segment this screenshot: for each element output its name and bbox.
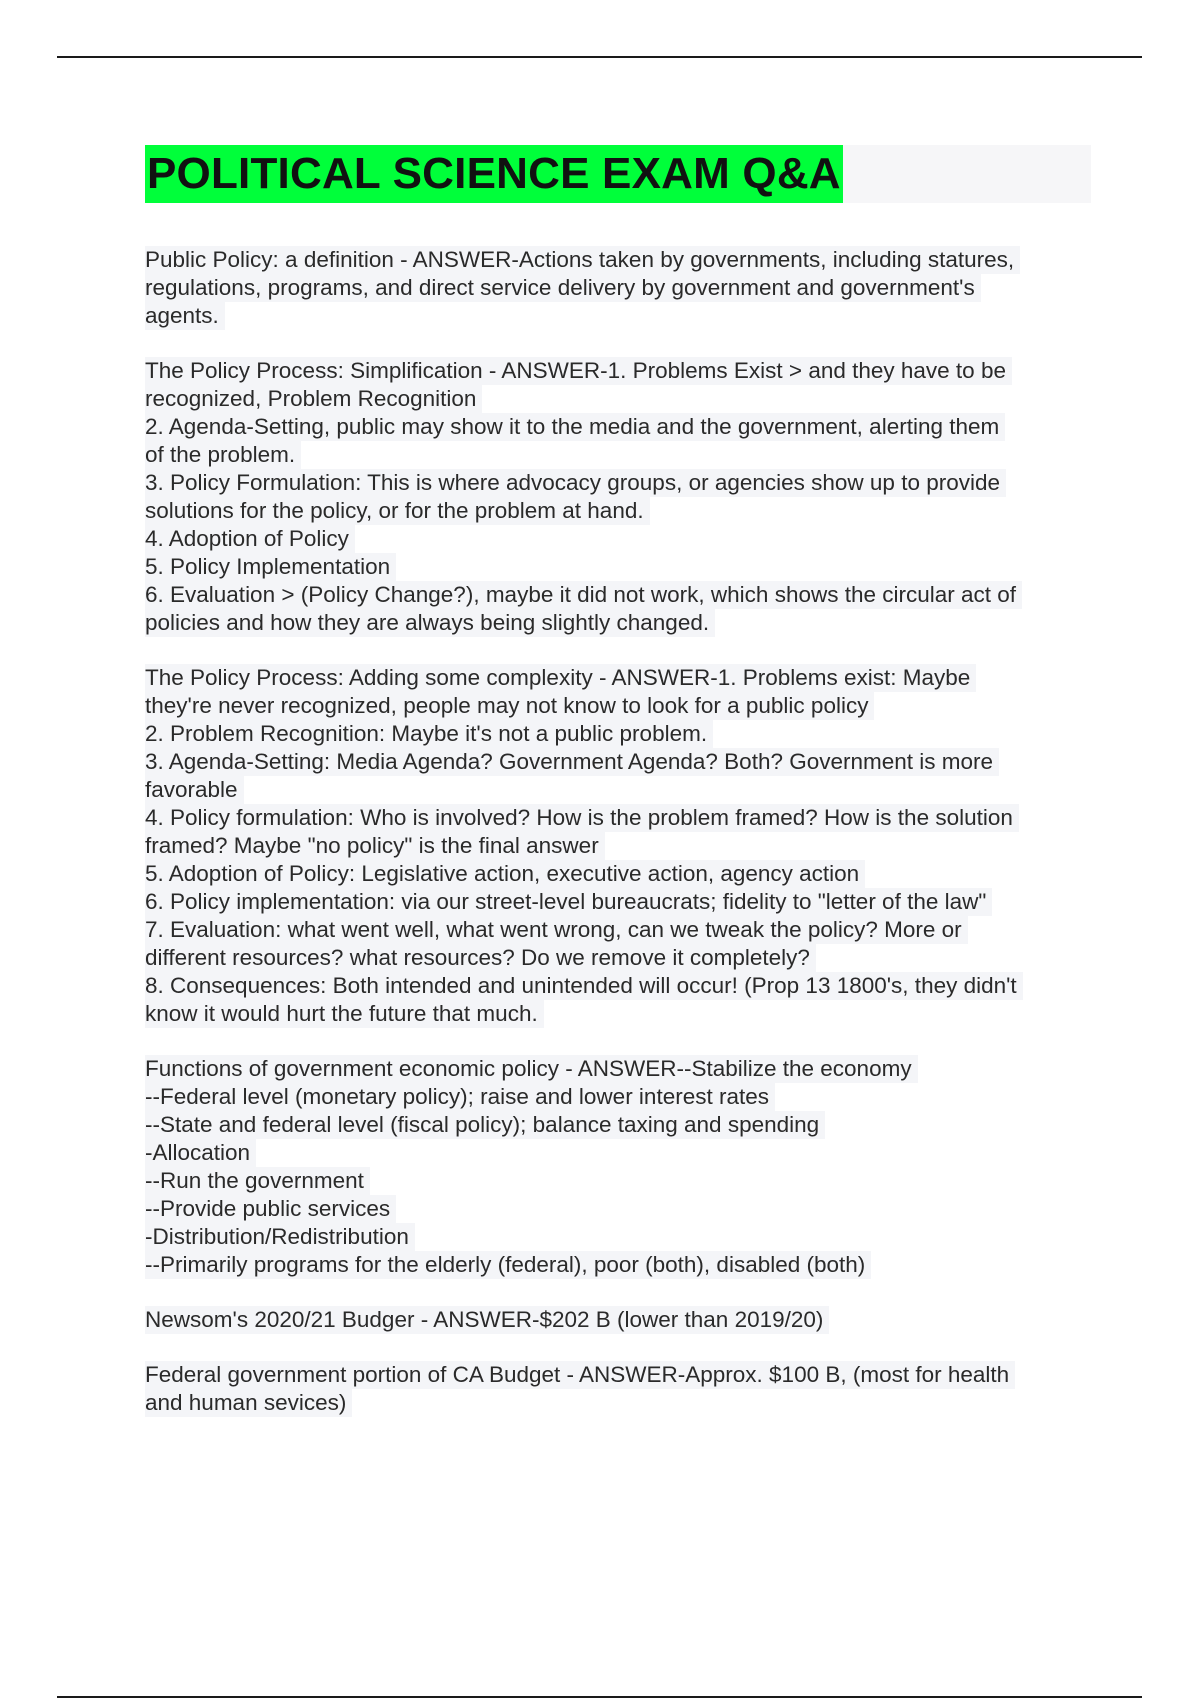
text-line: Functions of government economic policy - ANSWER--Stabilize the economy [145, 1055, 918, 1083]
title-row [145, 145, 1091, 203]
text-line: Federal government portion of CA Budget - ANSWER-Approx. $100 B, (most for health [145, 1361, 1015, 1389]
qa-entry-economic-policy-functions [145, 1055, 1095, 1279]
text-line: --State and federal level (fiscal policy); balance taxing and spending [145, 1111, 825, 1139]
text-line: Newsom's 2020/21 Budger - ANSWER-$202 B (lower than 2019/20) [145, 1306, 829, 1334]
text-line: 5. Adoption of Policy: Legislative action, executive action, agency action [145, 860, 865, 888]
document-body [145, 246, 1095, 1444]
qa-entry-policy-process-complexity [145, 664, 1095, 1028]
text-line: The Policy Process: Simplification - ANSWER-1. Problems Exist > and they have to be [145, 357, 1012, 385]
text-line: agents. [145, 302, 225, 330]
text-line: solutions for the policy, or for the problem at hand. [145, 497, 650, 525]
text-line: 2. Agenda-Setting, public may show it to the media and the government, alerting them [145, 413, 1005, 441]
text-line: they're never recognized, people may not know to look for a public policy [145, 692, 874, 720]
text-line: -Allocation [145, 1139, 256, 1167]
qa-entry-federal-portion-ca-budget [145, 1361, 1095, 1417]
text-line: 2. Problem Recognition: Maybe it's not a public problem. [145, 720, 713, 748]
text-line: policies and how they are always being slightly changed. [145, 609, 715, 637]
text-line: framed? Maybe "no policy" is the final answer [145, 832, 605, 860]
text-line: different resources? what resources? Do we remove it completely? [145, 944, 816, 972]
qa-entry-newsom-budget [145, 1306, 1095, 1334]
text-line: favorable [145, 776, 244, 804]
text-line: regulations, programs, and direct service delivery by government and government's [145, 274, 981, 302]
bottom-rule [57, 1696, 1142, 1698]
text-line: 5. Policy Implementation [145, 553, 396, 581]
text-line: recognized, Problem Recognition [145, 385, 482, 413]
text-line: know it would hurt the future that much. [145, 1000, 544, 1028]
text-line: 4. Policy formulation: Who is involved? How is the problem framed? How is the solution [145, 804, 1019, 832]
text-line: 6. Policy implementation: via our street-level bureaucrats; fidelity to "letter of the law" [145, 888, 992, 916]
text-line: 7. Evaluation: what went well, what went wrong, can we tweak the policy? More or [145, 916, 968, 944]
text-line: --Primarily programs for the elderly (federal), poor (both), disabled (both) [145, 1251, 871, 1279]
text-line: 8. Consequences: Both intended and unintended will occur! (Prop 13 1800's, they didn't [145, 972, 1023, 1000]
top-rule [57, 56, 1142, 58]
text-line: --Federal level (monetary policy); raise and lower interest rates [145, 1083, 775, 1111]
qa-entry-policy-process-simplification [145, 357, 1095, 637]
text-line: 3. Agenda-Setting: Media Agenda? Government Agenda? Both? Government is more [145, 748, 999, 776]
text-line: and human sevices) [145, 1389, 352, 1417]
text-line: 4. Adoption of Policy [145, 525, 355, 553]
document-title: POLITICAL SCIENCE EXAM Q&A [145, 145, 843, 203]
text-line: 6. Evaluation > (Policy Change?), maybe it did not work, which shows the circular act of [145, 581, 1022, 609]
text-line: --Run the government [145, 1167, 370, 1195]
text-line: --Provide public services [145, 1195, 396, 1223]
qa-entry-public-policy-definition [145, 246, 1095, 330]
text-line: -Distribution/Redistribution [145, 1223, 415, 1251]
text-line: Public Policy: a definition - ANSWER-Actions taken by governments, including statures, [145, 246, 1020, 274]
text-line: of the problem. [145, 441, 301, 469]
text-line: The Policy Process: Adding some complexity - ANSWER-1. Problems exist: Maybe [145, 664, 976, 692]
text-line: 3. Policy Formulation: This is where advocacy groups, or agencies show up to provide [145, 469, 1006, 497]
